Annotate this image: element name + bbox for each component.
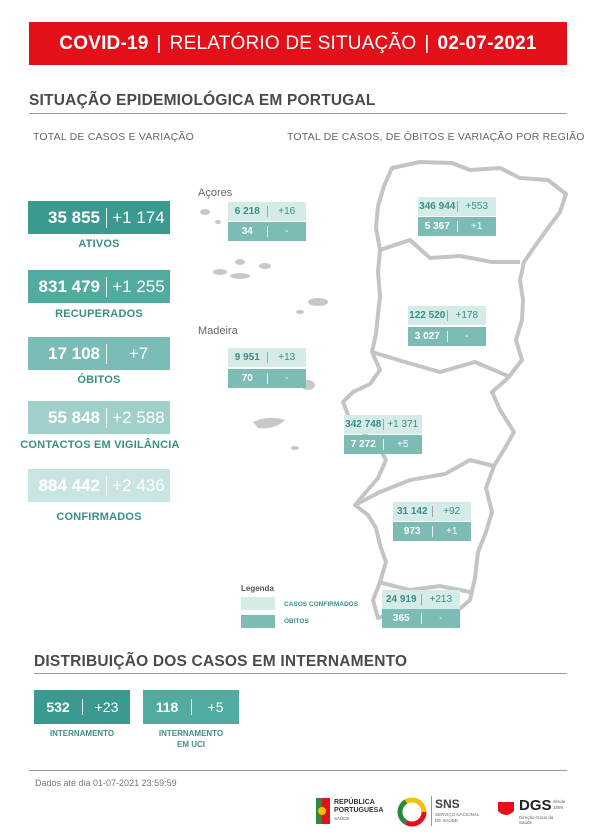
region-cases-pill (393, 502, 471, 521)
region-deaths-delta: +1 (446, 526, 458, 537)
region-cases-delta: +13 (278, 352, 296, 363)
total-label-confirmed: CONFIRMADOS (56, 511, 142, 523)
region-deaths: 365 (392, 613, 410, 624)
region-cases-pill (344, 415, 422, 434)
region-deaths-delta: +1 (471, 221, 483, 232)
region-cases-delta: +213 (429, 594, 453, 605)
region-deaths: 70 (241, 373, 253, 384)
region-label-madeira: Madeira (198, 325, 238, 337)
region-deaths-delta: - (285, 373, 289, 384)
dgs-since: desde (553, 799, 566, 804)
section-title-epidemiology: SITUAÇÃO EPIDEMIOLÓGICA EM PORTUGAL (29, 92, 376, 109)
dgs-year: 1899 (553, 805, 564, 810)
saude-text: SAÚDE (334, 816, 350, 821)
dgs-text: DGS (519, 797, 552, 814)
region-deaths-pill (228, 369, 306, 388)
hospital-value: 532 (34, 699, 83, 715)
region-cases-delta: +92 (443, 506, 461, 517)
banner-separator: | (424, 32, 430, 54)
section-divider (34, 673, 567, 674)
region-deaths-delta: - (439, 613, 443, 624)
sns-sub1: SERVIÇO NACIONAL (435, 812, 480, 817)
total-value: 884 442 (28, 476, 107, 496)
icu-label-line2: EM UCI (177, 740, 205, 749)
subhead-totals: TOTAL DE CASOS E VARIAÇÃO (33, 131, 194, 143)
region-cases-delta: +16 (278, 206, 296, 217)
footer-note: Dados até dia 01-07-2021 23:59:59 (35, 778, 177, 788)
legend-label-confirmed: CASOS CONFIRMADOS (284, 601, 359, 608)
region-deaths-pill (393, 522, 471, 541)
banner-date: 02-07-2021 (437, 32, 537, 54)
region-cases: 9 951 (234, 352, 260, 363)
total-value: 55 848 (28, 408, 107, 428)
dgs-logo (495, 797, 567, 827)
dgs-subtext: Direção-Geral da Saúde (519, 815, 554, 825)
region-cases-delta: +178 (455, 310, 479, 321)
republica-text: REPÚBLICA (334, 799, 375, 806)
legend-swatch-deaths (241, 615, 275, 628)
region-deaths: 34 (241, 226, 253, 237)
region-deaths: 3 027 (414, 331, 440, 342)
footer-divider (29, 770, 567, 771)
region-deaths-pill (344, 435, 422, 454)
hospital-label: INTERNAMENTO (49, 729, 115, 738)
legend-title: Legenda (241, 584, 274, 593)
total-value: 17 108 (28, 344, 107, 364)
sns-logo (397, 796, 492, 828)
total-delta: +1 174 (112, 207, 165, 227)
region-deaths-delta: - (465, 331, 469, 342)
region-cases-pill (228, 348, 306, 367)
legend-swatch-confirmed (241, 597, 275, 610)
region-cases-pill (408, 306, 486, 325)
region-cases: 342 748 (345, 419, 382, 430)
region-cases: 122 520 (409, 310, 446, 321)
region-deaths-pill (382, 609, 460, 628)
flag-icon (316, 798, 330, 824)
icu-delta: +5 (207, 699, 224, 715)
icu-value: 118 (143, 699, 192, 715)
region-deaths-pill (228, 222, 306, 241)
region-deaths-pill (408, 327, 486, 346)
total-label-deaths: ÓBITOS (77, 374, 121, 386)
legend-label-deaths: ÓBITOS (284, 618, 309, 625)
hospital-delta: +23 (94, 699, 119, 715)
banner-title: COVID-19 (59, 32, 149, 54)
icu-box (143, 690, 239, 724)
total-label-active: ATIVOS (78, 238, 120, 250)
total-delta: +7 (128, 343, 149, 363)
region-deaths-delta: +5 (397, 439, 409, 450)
icu-label (143, 728, 239, 750)
sns-text: SNS (435, 797, 460, 811)
region-deaths: 7 272 (350, 439, 376, 450)
region-deaths-delta: - (285, 226, 289, 237)
region-cases-delta: +1 371 (387, 419, 419, 430)
region-cases: 24 919 (385, 594, 417, 605)
region-cases: 346 944 (419, 201, 456, 212)
banner-separator: | (156, 32, 162, 54)
subhead-regions: TOTAL DE CASOS, DE ÓBITOS E VARIAÇÃO POR REGIÃO (287, 131, 585, 143)
total-value: 35 855 (28, 208, 107, 228)
portuguesa-text: PORTUGUESA (334, 807, 384, 814)
total-label-contacts: CONTACTOS EM VIGILÂNCIA (20, 439, 180, 451)
section-title-hospital: DISTRIBUIÇÃO DOS CASOS EM INTERNAMENTO (34, 653, 408, 670)
banner-subtitle: RELATÓRIO DE SITUAÇÃO (169, 32, 417, 54)
region-cases-delta: +553 (465, 201, 489, 212)
madeira-islands (253, 380, 315, 450)
total-delta: +2 588 (112, 407, 165, 427)
sns-sub2: DE SAÚDE (435, 818, 459, 823)
total-label-recovered: RECUPERADOS (55, 308, 143, 320)
total-value: 831 479 (28, 277, 107, 297)
region-deaths-pill (418, 217, 496, 236)
region-cases-pill (228, 202, 306, 221)
region-cases: 31 142 (396, 506, 428, 517)
region-label-azores: Açores (198, 187, 233, 199)
region-cases-pill (418, 197, 496, 216)
region-cases-pill (382, 590, 460, 609)
region-cases: 6 218 (234, 206, 260, 217)
region-deaths: 973 (403, 526, 421, 537)
republica-portuguesa-logo (316, 796, 394, 826)
hospital-box (34, 690, 130, 724)
region-deaths: 5 367 (424, 221, 450, 232)
sns-circle-icon (397, 797, 427, 827)
total-delta: +1 255 (112, 276, 165, 296)
total-delta: +2 436 (112, 475, 165, 495)
dgs-symbol-icon (495, 799, 517, 821)
icu-label-line1: INTERNAMENTO (158, 729, 224, 738)
